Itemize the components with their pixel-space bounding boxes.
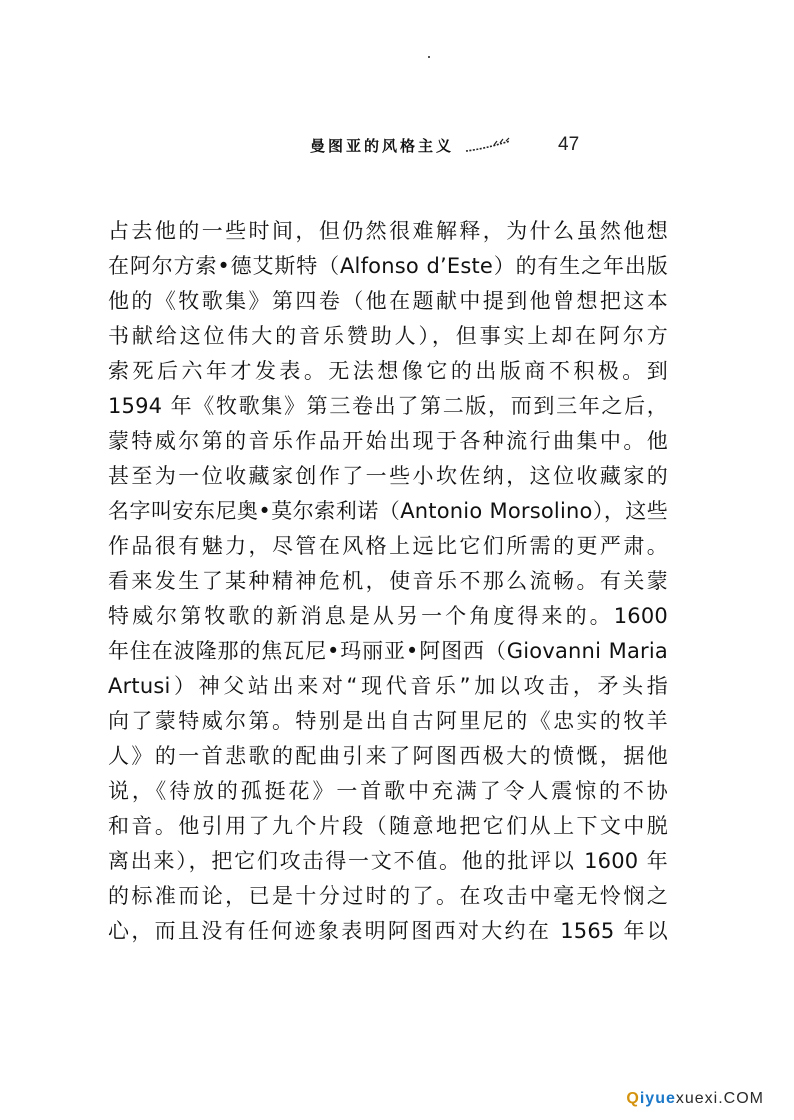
site-watermark (626, 1090, 764, 1108)
text-line: 说，《待放的孤挺花》一首歌中充满了令人震惊的不协 (108, 779, 668, 803)
watermark-domain: xuexi.COM (675, 1090, 764, 1107)
text-line: 蒙特威尔第的音乐作品开始出现于各种流行曲集中。他 (108, 429, 668, 453)
text-line: 看来发生了某种精神危机，使音乐不那么流畅。有关蒙 (108, 569, 668, 593)
page-number: 47 (558, 134, 580, 155)
running-title: 曼图亚的风格主义 (310, 136, 455, 155)
watermark-q: Q (626, 1090, 640, 1107)
header-ornament-icon (464, 137, 514, 153)
text-line: 占去他的一些时间，但仍然很难解释，为什么虽然他想 (108, 219, 668, 243)
scan-speck (428, 56, 430, 58)
watermark-iyue: iyue (639, 1090, 676, 1107)
text-line: 人》的一首悲歌的配曲引来了阿图西极大的愤慨，据他 (108, 744, 668, 768)
text-line: 和音。他引用了九个片段（随意地把它们从上下文中脱 (108, 814, 668, 838)
text-line: 他的《牧歌集》第四卷（他在题献中提到他曾想把这本 (108, 289, 668, 313)
body-text (108, 214, 668, 949)
text-line: 心，而且没有任何迹象表明阿图西对大约在 1565 年以 (108, 919, 668, 943)
text-line: 甚至为一位收藏家创作了一些小坎佐纳，这位收藏家的 (108, 464, 668, 488)
text-line: 在阿尔方索•德艾斯特（Alfonso d’Este）的有生之年出版 (108, 254, 668, 278)
text-line: Artusi）神父站出来对“现代音乐”加以攻击，矛头指 (108, 674, 668, 698)
text-line: 索死后六年才发表。无法想像它的出版商不积极。到 (108, 359, 668, 383)
text-line: 名字叫安东尼奥•莫尔索利诺（Antonio Morsolino），这些 (108, 499, 668, 523)
page-header (310, 128, 579, 162)
text-line: 作品很有魅力，尽管在风格上远比它们所需的更严肃。 (108, 534, 668, 558)
text-line: 离出来），把它们攻击得一文不值。他的批评以 1600 年 (108, 849, 668, 873)
text-line: 书献给这位伟大的音乐赞助人），但事实上却在阿尔方 (108, 324, 668, 348)
text-line: 1594 年《牧歌集》第三卷出了第二版，而到三年之后， (108, 394, 668, 418)
text-line: 向了蒙特威尔第。特别是出自古阿里尼的《忠实的牧羊 (108, 709, 668, 733)
text-line: 的标准而论，已是十分过时的了。在攻击中毫无怜悯之 (108, 884, 668, 908)
text-line: 特威尔第牧歌的新消息是从另一个角度得来的。1600 (108, 604, 668, 628)
text-line: 年住在波隆那的焦瓦尼•玛丽亚•阿图西（Giovanni Maria (108, 639, 668, 663)
